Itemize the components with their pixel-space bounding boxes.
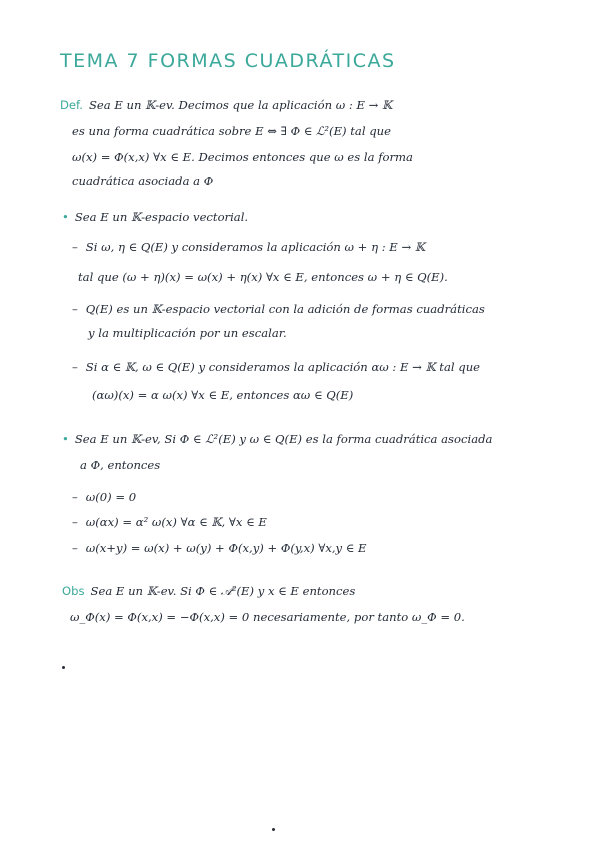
dash-marker: – [72,360,78,374]
bullet-1-item-1-line-1 [72,240,425,254]
page-title: TEMA 7 FORMAS CUADRÁTICAS [60,50,396,72]
dash-marker: – [72,490,78,504]
observation-tag: Obs [62,584,85,598]
property-3-text: ω(x+y) = ω(x) + ω(y) + Φ(x,y) + Φ(y,x) ∀x,y ∈ E [85,541,367,555]
pen-mark [272,828,275,831]
observation-line-1 [62,584,355,599]
definition-line-2: es una forma cuadrática sobre E ⇔ ∃ Φ ∈ ℒ²(E) tal que [72,124,391,138]
property-3 [72,541,367,555]
definition-text-1: Sea E un 𝕂-ev. Decimos que la aplicación ω : E → 𝕂 [88,98,393,112]
bullet-2-marker: • [62,432,69,446]
bullet-1-item-2-line-2: y la multiplicación por un escalar. [88,326,287,340]
observation-text-1: Sea E un 𝕂-ev. Si Φ ∈ 𝒜²(E) y x ∈ E entonces [90,584,356,598]
bullet-2-line-2: a Φ, entonces [80,458,161,472]
property-2 [72,515,267,529]
bullet-2-line-1 [62,432,492,446]
bullet-1-item-2-text-1: Q(E) es un 𝕂-espacio vectorial con la adición de formas cuadráticas [85,302,485,316]
dash-marker: – [72,302,78,316]
bullet-2-text-1: Sea E un 𝕂-ev, Si Φ ∈ ℒ²(E) y ω ∈ Q(E) es la forma cuadrática asociada [74,432,493,446]
bullet-1-item-1-line-2: tal que (ω + η)(x) = ω(x) + η(x) ∀x ∈ E, entonces ω + η ∈ Q(E). [78,270,448,284]
bullet-1-item-2-line-1 [72,302,485,316]
dash-marker: – [72,541,78,555]
definition-line-1 [60,98,392,112]
bullet-1-item-1-text-1: Si ω, η ∈ Q(E) y consideramos la aplicación ω + η : E → 𝕂 [85,240,425,254]
bullet-1-marker: • [62,210,69,224]
definition-line-4: cuadrática asociada a Φ [72,174,214,188]
bullet-1-item-3-line-2: (αω)(x) = α ω(x) ∀x ∈ E, entonces αω ∈ Q(E) [92,388,354,402]
property-1-text: ω(0) = 0 [85,490,137,504]
bullet-1-head [62,210,248,224]
definition-tag: Def. [60,98,83,112]
dash-marker: – [72,240,78,254]
bullet-1-item-3-line-1 [72,360,480,374]
property-1 [72,490,136,504]
definition-line-3: ω(x) = Φ(x,x) ∀x ∈ E. Decimos entonces que ω es la forma [72,150,413,164]
bullet-1-text: Sea E un 𝕂-espacio vectorial. [74,210,249,224]
bullet-1-item-3-text-1: Si α ∈ 𝕂, ω ∈ Q(E) y consideramos la aplicación αω : E → 𝕂 tal que [85,360,481,374]
property-2-text: ω(αx) = α² ω(x) ∀α ∈ 𝕂, ∀x ∈ E [85,515,267,529]
dash-marker: – [72,515,78,529]
pen-mark [62,666,65,669]
observation-line-2: ω_Φ(x) = Φ(x,x) = −Φ(x,x) = 0 necesariamente, por tanto ω_Φ = 0. [70,610,465,624]
